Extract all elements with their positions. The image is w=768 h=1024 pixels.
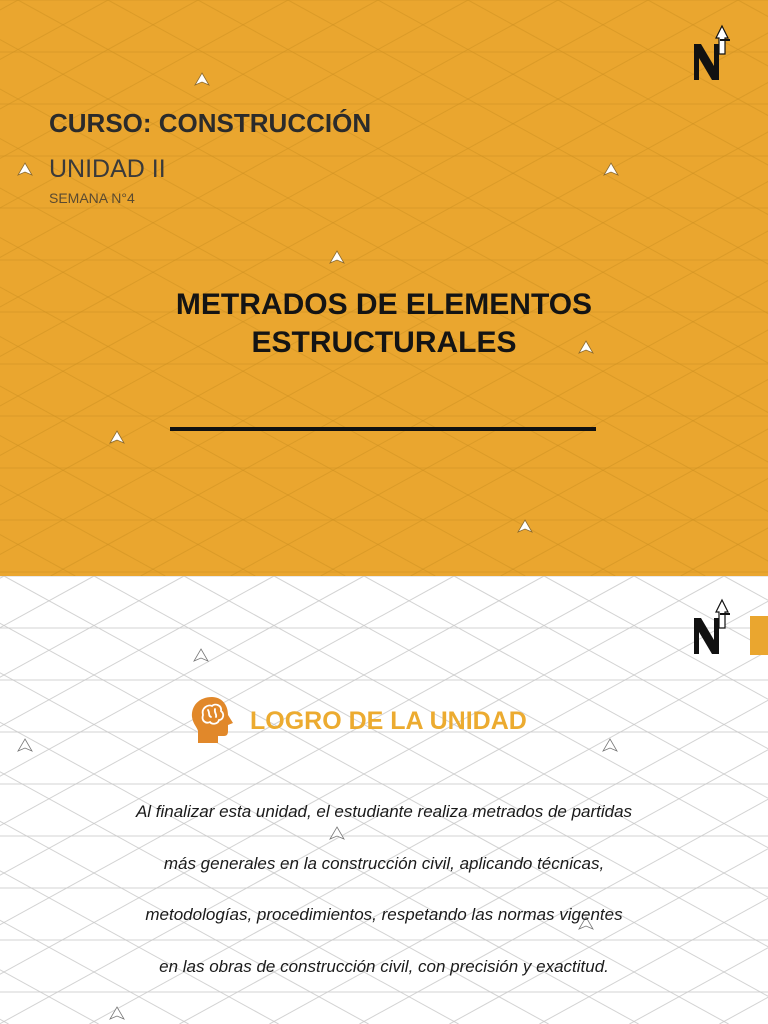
objective-paragraph [40, 794, 728, 1000]
arrow-mark-icon [110, 431, 124, 443]
arrow-mark-icon [330, 251, 344, 263]
course-title: CURSO: CONSTRUCCIÓN [49, 108, 372, 138]
section-title: LOGRO DE LA UNIDAD [250, 707, 527, 735]
arrow-mark-icon [518, 520, 532, 532]
arrow-mark-icon [110, 1007, 124, 1019]
arrow-mark-icon [604, 163, 618, 175]
week-label: SEMANA N°4 [49, 190, 135, 206]
arrow-mark-icon [18, 739, 32, 751]
unit-label: UNIDAD II [49, 155, 166, 183]
title-divider [170, 427, 596, 431]
paragraph-line: Al finalizar esta unidad, el estudiante realiza metrados de partidas [135, 802, 633, 821]
title-line-1: METRADOS DE ELEMENTOS [175, 288, 593, 321]
n-logo-icon [690, 598, 734, 658]
paragraph-line: en las obras de construcción civil, con precisión y exactitud. [159, 956, 609, 976]
arrow-mark-icon [194, 649, 208, 661]
objective-slide [0, 576, 768, 1024]
title-line-2: ESTRUCTURALES [251, 326, 517, 359]
presentation-title [84, 286, 684, 362]
arrow-mark-icon [195, 73, 209, 85]
head-brain-icon [190, 695, 236, 745]
paragraph-line: más generales en la construcción civil, aplicando técnicas, [163, 853, 605, 873]
arrow-mark-icon [18, 163, 32, 175]
paragraph-line: metodologías, procedimientos, respetando las normas vigentes [145, 905, 623, 924]
n-logo-icon [690, 24, 734, 84]
accent-side-tab [750, 616, 768, 655]
